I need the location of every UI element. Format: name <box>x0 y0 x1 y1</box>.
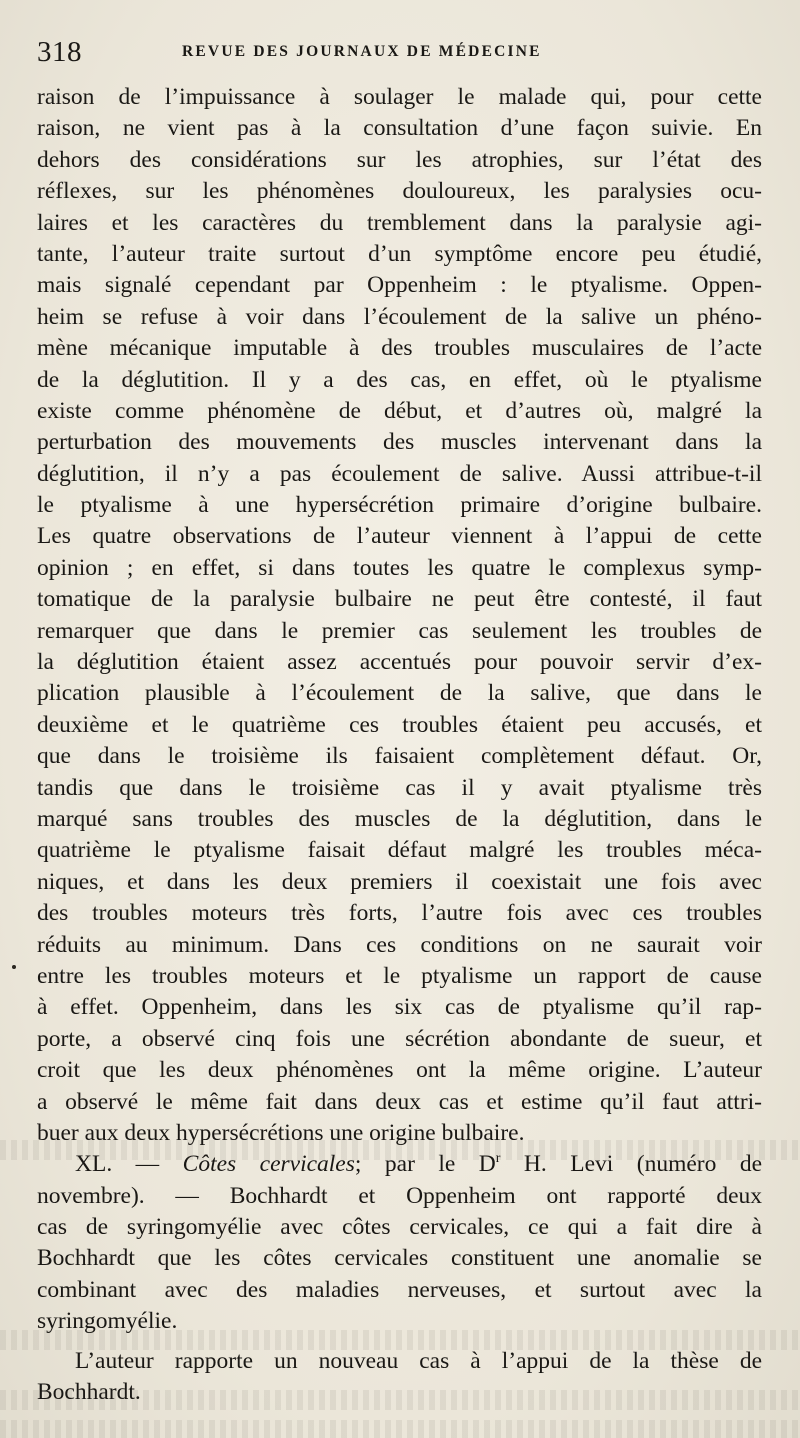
page-number: 318 <box>37 36 82 68</box>
text-line: a observé le même fait dans deux cas et estime qu’il faut attri- <box>37 1088 762 1115</box>
bleed-through <box>0 1420 800 1438</box>
section-author-sup: r <box>495 1151 501 1167</box>
bleed-through <box>0 1140 800 1160</box>
text-line: entre les troubles moteurs et le ptyalisme un rapport de cause <box>37 962 762 989</box>
text-line: à effet. Oppenheim, dans les six cas de ptyalisme qu’il rap- <box>37 994 762 1021</box>
bleed-through <box>0 1330 800 1350</box>
text-line: heim se refuse à voir dans l’écoulement de la salive un phéno- <box>37 303 762 330</box>
text-line: croit que les deux phénomènes ont la même origine. L’auteur <box>37 1057 762 1084</box>
section-title: Côtes cervicales <box>182 1151 355 1178</box>
text-line: plication plausible à l’écoulement de la salive, que dans le <box>37 680 762 707</box>
text-line: deuxième et le quatrième ces troubles étaient peu accusés, et <box>37 711 762 738</box>
text-line: perturbation des mouvements des muscles intervenant dans la <box>37 429 762 456</box>
text-line: tandis que dans le troisième cas il y avait ptyalisme très <box>37 774 762 801</box>
text-line: réflexes, sur les phénomènes douloureux, les paralysies ocu- <box>37 178 762 205</box>
text-line: des troubles moteurs très forts, l’autre fois avec ces troubles <box>37 900 762 927</box>
text-line: la déglutition étaient assez accentués pour pouvoir servir d’ex- <box>37 649 762 676</box>
text-line: mène mécanique imputable à des troubles musculaires de l’acte <box>37 335 762 362</box>
section-number: XL. — <box>75 1151 160 1178</box>
text-line: porte, a observé cinq fois une sécrétion abondante de sueur, et <box>37 1025 762 1052</box>
text-line: quatrième le ptyalisme faisait défaut malgré les troubles méca- <box>37 837 762 864</box>
section-author-rest: H. Levi (numéro de <box>500 1151 763 1178</box>
text-line: de la déglutition. Il y a des cas, en effet, où le ptyalisme <box>37 366 762 393</box>
text-line: niques, et dans les deux premiers il coexistait une fois avec <box>37 868 762 895</box>
text-line: le ptyalisme à une hypersécrétion primaire d’origine bulbaire. <box>37 492 762 519</box>
text-line: cas de syringomyélie avec côtes cervicales, ce qui a fait dire à <box>37 1214 762 1241</box>
ink-speck <box>12 965 16 969</box>
text-line: syringomyélie. <box>37 1308 178 1335</box>
text-line: L’auteur rapporte un nouveau cas à l’appui de la thèse de <box>75 1347 762 1374</box>
page-header <box>37 34 757 70</box>
text-line: opinion ; en effet, si dans toutes les quatre le complexus symp- <box>37 554 762 581</box>
text-line: Bochhardt. <box>37 1379 141 1406</box>
paragraph-cotes-cervicales <box>37 1149 762 1337</box>
text-line: laires et les caractères du tremblement dans la paralysie agi- <box>37 209 762 236</box>
text-line: combinant avec des maladies nerveuses, et surtout avec la <box>37 1276 762 1303</box>
text-line: remarquer que dans le premier cas seulement les troubles de <box>37 617 762 644</box>
bleed-through <box>0 1390 800 1410</box>
text-line: raison, ne vient pas à la consultation d’une façon suivie. En <box>37 115 762 142</box>
text-line: Les quatre observations de l’auteur viennent à l’appui de cette <box>37 523 762 550</box>
text-line: buer aux deux hypersécrétions une origine bulbaire. <box>37 1119 525 1146</box>
text-line: déglutition, il n’y a pas écoulement de salive. Aussi attribue-t-il <box>37 460 762 487</box>
text-line: raison de l’impuissance à soulager le malade qui, pour cette <box>37 84 762 110</box>
text-line: que dans le troisième ils faisaient complètement défaut. Or, <box>37 743 762 770</box>
text-line: dehors des considérations sur les atrophies, sur l’état des <box>37 146 762 173</box>
body-text <box>37 82 762 1408</box>
text-line: existe comme phénomène de début, et d’autres où, malgré la <box>37 397 762 424</box>
paragraph-ptyalisme <box>37 82 762 1149</box>
section-author-prefix: ; par le D <box>354 1151 496 1178</box>
text-line: réduits au minimum. Dans ces conditions on ne saurait voir <box>37 931 762 958</box>
text-line: mais signalé cependant par Oppenheim : le ptyalisme. Oppen- <box>37 272 762 299</box>
text-line: tante, l’auteur traite surtout d’un symptôme encore peu étudié, <box>37 240 762 267</box>
text-line: Bochhardt que les côtes cervicales constituent une anomalie se <box>37 1245 762 1272</box>
text-line: tomatique de la paralysie bulbaire ne peut être contesté, il faut <box>37 586 762 613</box>
text-line: marqué sans troubles des muscles de la déglutition, dans le <box>37 805 762 832</box>
text-line: novembre). — Bochhardt et Oppenheim ont rapporté deux <box>37 1182 762 1209</box>
running-head: REVUE DES JOURNAUX DE MÉDECINE <box>182 43 542 60</box>
